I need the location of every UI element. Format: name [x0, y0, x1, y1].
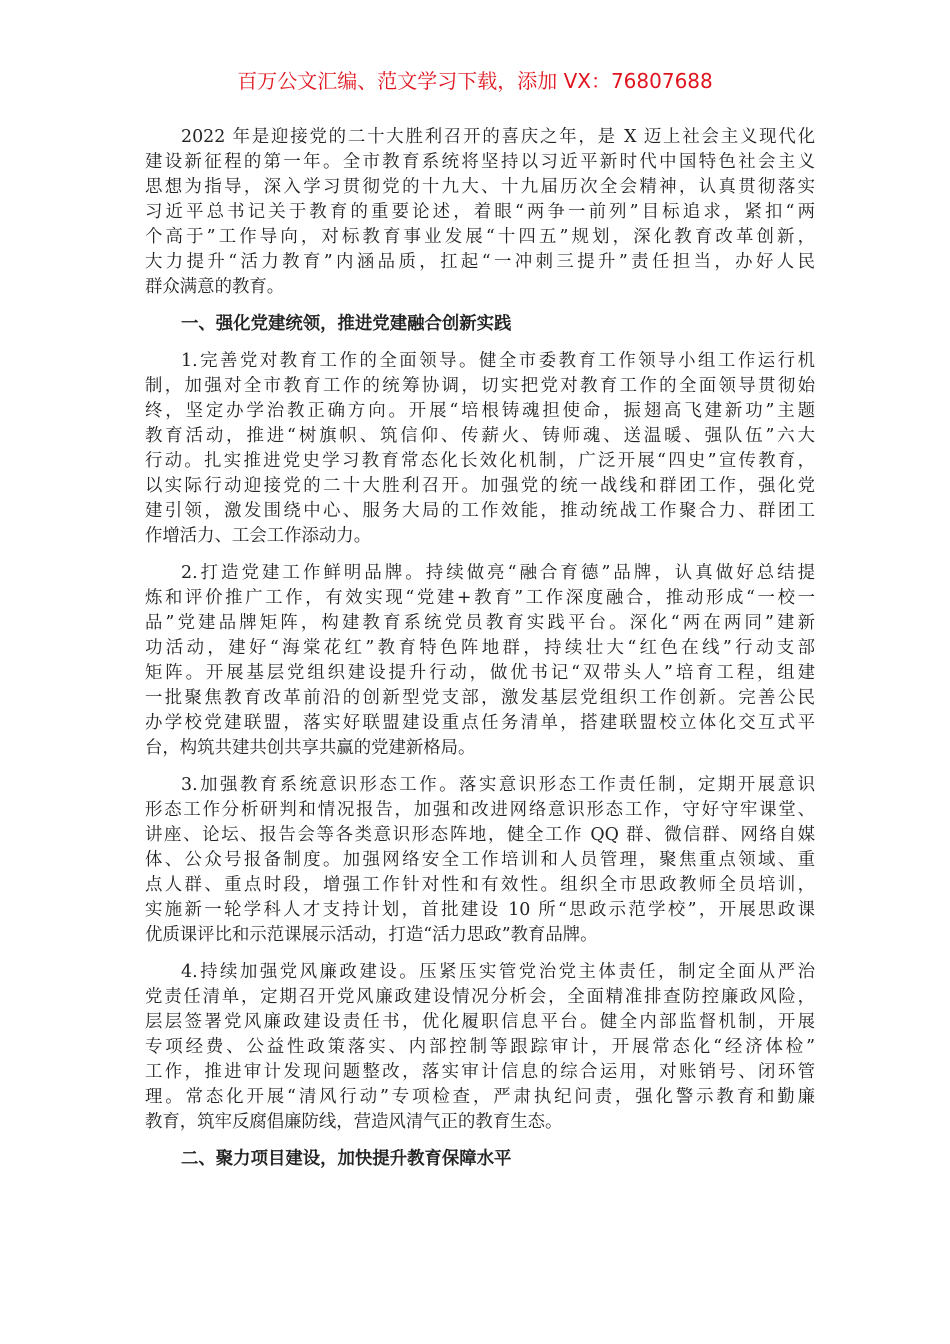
text-line: 二、聚力项目建设，加快提升教育保障水平	[181, 1149, 512, 1169]
paragraph	[145, 773, 815, 948]
paragraph	[145, 960, 815, 1135]
text-line: 3.加强教育系统意识形态工作。落实意识形态工作责任制，定期开展意识	[181, 775, 815, 795]
section-heading	[145, 1147, 815, 1172]
text-line: 1.完善党对教育工作的全面领导。健全市委教育工作领导小组工作运行机	[181, 351, 815, 371]
text-line: 理。常态化开展“清风行动”专项检查，严肃执纪问责，强化警示教育和勤廉	[145, 1087, 815, 1107]
text-line: 体、公众号报备制度。加强网络安全工作培训和人员管理，聚焦重点领域、重	[145, 850, 815, 870]
text-line: 品”党建品牌矩阵，构建教育系统党员教育实践平台。深化“两在两同”建新	[145, 613, 815, 633]
text-line: 实施新一轮学科人才支持计划，首批建设 10 所“思政示范学校”，开展思政课	[145, 900, 815, 920]
text-line: 个高于”工作导向，对标教育事业发展“十四五”规划，深化教育改革创新，	[145, 227, 815, 247]
text-line: 行动。扎实推进党史学习教育常态化长效化机制，广泛开展“四史”宣传教育，	[145, 451, 815, 471]
text-line: 点人群、重点时段，增强工作针对性和有效性。组织全市思政教师全员培训，	[145, 875, 815, 895]
text-line: 党责任清单，定期召开党风廉政建设情况分析会，全面精准排查防控廉政风险，	[145, 987, 815, 1007]
text-line: 工作，推进审计发现问题整改，落实审计信息的综合运用，对账销号、闭环管	[145, 1062, 815, 1082]
text-line: 一、强化党建统领，推进党建融合创新实践	[181, 314, 512, 334]
text-line: 群众满意的教育。	[145, 277, 285, 297]
paragraph	[145, 349, 815, 549]
text-line: 建设新征程的第一年。全市教育系统将坚持以习近平新时代中国特色社会主义	[145, 152, 815, 172]
download-banner: 百万公文汇编、范文学习下载，添加 VX：76807688	[237, 69, 713, 93]
text-line: 层层签署党风廉政建设责任书，优化履职信息平台。健全内部监督机制，开展	[145, 1012, 815, 1032]
text-line: 作增活力、工会工作添动力。	[145, 526, 372, 546]
text-line: 一批聚焦教育改革前沿的创新型党支部，激发基层党组织工作创新。完善公民	[145, 688, 815, 708]
paragraph	[145, 561, 815, 761]
text-line: 大力提升“活力教育”内涵品质，扛起“一冲刺三提升”责任担当，办好人民	[145, 252, 815, 272]
text-line: 终，坚定办学治教正确方向。开展“培根铸魂担使命，振翅高飞建新功”主题	[145, 401, 815, 421]
document-body	[145, 125, 815, 1172]
text-line: 炼和评价推广工作，有效实现“党建+教育”工作深度融合，推动形成“一校一	[145, 588, 815, 608]
text-line: 习近平总书记关于教育的重要论述，着眼“两争一前列”目标追求，紧扣“两	[145, 202, 815, 222]
text-line: 教育，筑牢反腐倡廉防线，营造风清气正的教育生态。	[145, 1112, 563, 1132]
text-line: 矩阵。开展基层党组织建设提升行动，做优书记“双带头人”培育工程，组建	[145, 663, 815, 683]
text-line: 建引领，激发围绕中心、服务大局的工作效能，推动统战工作聚合力、群团工	[145, 501, 815, 521]
text-line: 功活动，建好“海棠花红”教育特色阵地群，持续壮大“红色在线”行动支部	[145, 638, 815, 658]
text-line: 专项经费、公益性政策落实、内部控制等跟踪审计，开展常态化“经济体检”	[145, 1037, 815, 1057]
text-line: 形态工作分析研判和情况报告，加强和改进网络意识形态工作，守好守牢课堂、	[145, 800, 815, 820]
text-line: 2.打造党建工作鲜明品牌。持续做亮“融合育德”品牌，认真做好总结提	[181, 563, 815, 583]
text-line: 思想为指导，深入学习贯彻党的十九大、十九届历次全会精神，认真贯彻落实	[145, 177, 815, 197]
paragraph	[145, 125, 815, 300]
text-line: 制，加强对全市教育工作的统筹协调，切实把党对教育工作的全面领导贯彻始	[145, 376, 815, 396]
text-line: 优质课评比和示范课展示活动，打造“活力思政”教育品牌。	[145, 925, 598, 945]
text-line: 2022 年是迎接党的二十大胜利召开的喜庆之年，是 X 迈上社会主义现代化	[181, 127, 815, 147]
text-line: 教育活动，推进“树旗帜、筑信仰、传薪火、铸师魂、送温暖、强队伍”六大	[145, 426, 815, 446]
section-heading	[145, 312, 815, 337]
text-line: 台，构筑共建共创共享共赢的党建新格局。	[145, 738, 476, 758]
text-line: 办学校党建联盟，落实好联盟建设重点任务清单，搭建联盟校立体化交互式平	[145, 713, 815, 733]
text-line: 4.持续加强党风廉政建设。压紧压实管党治党主体责任，制定全面从严治	[181, 962, 815, 982]
text-line: 以实际行动迎接党的二十大胜利召开。加强党的统一战线和群团工作，强化党	[145, 476, 815, 496]
text-line: 讲座、论坛、报告会等各类意识形态阵地，健全工作 QQ 群、微信群、网络自媒	[145, 825, 815, 845]
